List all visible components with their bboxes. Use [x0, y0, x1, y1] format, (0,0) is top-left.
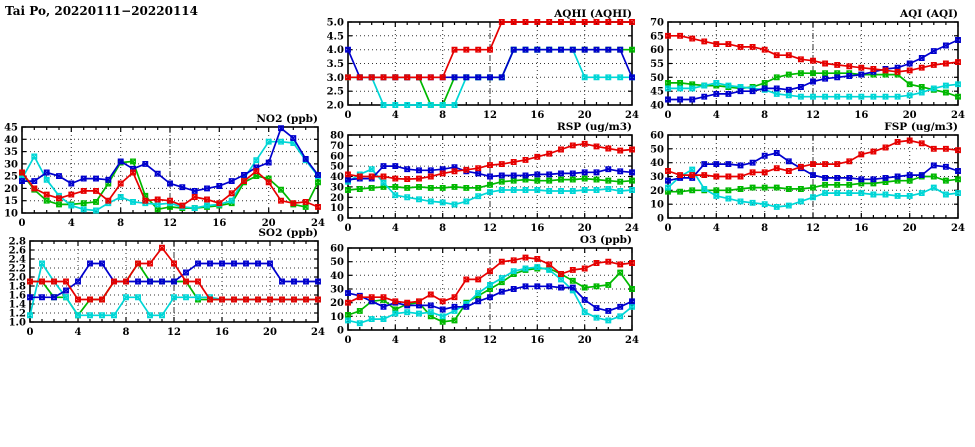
rsp-xtick-label: 16	[530, 223, 545, 234]
so2-xtick-label: 20	[263, 327, 277, 338]
so2-chart-title: SO2 (ppb)	[258, 227, 318, 239]
so2-ytick-label: 1.0	[8, 317, 26, 329]
fsp-xtick-label: 0	[664, 223, 672, 234]
aqi-chart	[650, 18, 965, 122]
o3-xtick-label: 4	[391, 335, 399, 346]
no2-ytick-label: 35	[4, 147, 18, 159]
fsp-xtick-label: 12	[806, 223, 820, 234]
no2-xtick-label: 0	[18, 218, 26, 229]
fsp-chart	[650, 131, 965, 235]
o3-chart-title: O3 (ppb)	[579, 234, 632, 246]
rsp-chart-title: RSP (ug/m3)	[556, 121, 632, 133]
so2-xtick-label: 24	[311, 327, 325, 338]
fsp-ytick-label: 0	[657, 213, 664, 225]
aqi-ytick-label: 65	[650, 31, 664, 43]
aqhi-ytick-label: 4.5	[326, 31, 344, 43]
aqhi-xtick-label: 24	[625, 110, 639, 121]
o3-ytick-label: 30	[330, 284, 344, 296]
fsp-xtick-label: 8	[761, 223, 769, 234]
fsp-ytick-label: 50	[650, 144, 664, 156]
aqhi-xtick-label: 12	[483, 110, 497, 121]
aqi-xtick-label: 24	[951, 110, 965, 121]
no2-xtick-label: 4	[67, 218, 75, 229]
fsp-ytick-label: 10	[650, 199, 664, 211]
no2-xtick-label: 16	[212, 218, 227, 229]
rsp-ytick-label: 40	[330, 172, 344, 183]
rsp-ytick-label: 80	[330, 130, 344, 142]
so2-xtick-label: 16	[215, 327, 229, 338]
no2-ytick-label: 45	[4, 122, 18, 134]
rsp-ytick-label: 50	[330, 161, 344, 173]
aqi-ytick-label: 55	[650, 59, 664, 70]
aqi-ytick-label: 45	[650, 86, 664, 98]
no2-ytick-label: 30	[4, 159, 18, 171]
aqhi-ytick-label: 2.0	[326, 100, 344, 112]
rsp-xtick-label: 20	[577, 223, 592, 234]
no2-ytick-label: 25	[4, 171, 18, 183]
aqhi-xtick-label: 0	[344, 110, 352, 121]
aqi-ytick-label: 40	[650, 100, 664, 112]
rsp-ytick-label: 20	[330, 192, 344, 204]
aqhi-ytick-label: 5.0	[326, 17, 344, 29]
aqi-ytick-label: 50	[650, 72, 664, 84]
aqhi-ytick-label: 3.5	[326, 59, 344, 70]
aqhi-xtick-label: 20	[577, 110, 592, 121]
so2-xtick-label: 4	[74, 327, 82, 338]
no2-xtick-label: 8	[117, 218, 125, 229]
so2-chart	[9, 237, 325, 339]
fsp-ytick-label: 20	[650, 185, 664, 197]
aqi-xtick-label: 8	[761, 110, 769, 121]
no2-xtick-label: 24	[311, 218, 325, 229]
fsp-ytick-label: 30	[650, 172, 664, 183]
rsp-xtick-label: 4	[391, 223, 399, 234]
aqi-ytick-label: 60	[650, 45, 664, 57]
aqi-xtick-label: 16	[854, 110, 869, 121]
aqi-xtick-label: 4	[712, 110, 720, 121]
no2-ytick-label: 10	[4, 208, 18, 220]
fsp-xtick-label: 16	[854, 223, 869, 234]
aqi-xtick-label: 0	[664, 110, 672, 121]
aqi-xtick-label: 20	[902, 110, 917, 121]
no2-chart	[4, 123, 325, 230]
no2-ytick-label: 15	[4, 196, 18, 208]
rsp-chart	[330, 131, 639, 235]
aqhi-xtick-label: 16	[530, 110, 545, 121]
so2-xtick-label: 0	[26, 327, 34, 338]
no2-xtick-label: 20	[261, 218, 276, 229]
aqhi-xtick-label: 4	[391, 110, 399, 121]
aqhi-ytick-label: 2.5	[326, 86, 344, 98]
so2-ytick-label: 2.0	[8, 272, 26, 284]
so2-ytick-label: 1.2	[8, 308, 26, 320]
no2-chart-title: NO2 (ppb)	[256, 113, 318, 125]
rsp-ytick-label: 30	[330, 182, 344, 194]
o3-ytick-label: 10	[330, 311, 344, 323]
aqi-xtick-label: 12	[806, 110, 820, 121]
fsp-xtick-label: 24	[951, 223, 965, 234]
o3-ytick-label: 40	[330, 270, 344, 282]
so2-ytick-label: 2.6	[8, 245, 26, 257]
so2-ytick-label: 1.4	[8, 299, 26, 311]
o3-xtick-label: 16	[530, 335, 545, 346]
no2-ytick-label: 40	[4, 134, 18, 146]
aqhi-chart	[327, 18, 639, 122]
aqi-chart-title: AQI (AQI)	[899, 8, 958, 20]
aqhi-chart-title: AQHI (AQHI)	[554, 8, 632, 20]
o3-ytick-label: 60	[330, 243, 344, 255]
o3-xtick-label: 0	[344, 335, 352, 346]
aqi-ytick-label: 70	[650, 17, 664, 29]
o3-xtick-label: 20	[577, 335, 592, 346]
fsp-chart-title: FSP (ug/m3)	[884, 121, 958, 133]
o3-chart	[330, 244, 639, 347]
rsp-xtick-label: 24	[625, 223, 639, 234]
no2-ytick-label: 20	[4, 183, 18, 195]
rsp-ytick-label: 70	[330, 140, 344, 152]
no2-xtick-label: 12	[163, 218, 177, 229]
o3-xtick-label: 12	[483, 335, 497, 346]
o3-ytick-label: 50	[330, 257, 344, 269]
fsp-ytick-label: 40	[650, 158, 664, 170]
so2-ytick-label: 2.2	[8, 263, 26, 275]
o3-xtick-label: 24	[625, 335, 639, 346]
so2-ytick-label: 2.4	[8, 254, 26, 266]
o3-ytick-label: 0	[337, 325, 344, 337]
so2-xtick-label: 8	[122, 327, 130, 338]
fsp-ytick-label: 60	[650, 130, 664, 142]
so2-ytick-label: 1.6	[8, 290, 26, 302]
rsp-xtick-label: 12	[483, 223, 497, 234]
o3-ytick-label: 20	[330, 298, 344, 310]
page-title: Tai Po, 20220111−20220114	[5, 4, 199, 18]
rsp-ytick-label: 0	[337, 213, 344, 225]
aqhi-ytick-label: 3.0	[326, 72, 344, 84]
aqhi-xtick-label: 8	[439, 110, 447, 121]
so2-ytick-label: 1.8	[8, 281, 26, 293]
fsp-xtick-label: 4	[712, 223, 720, 234]
rsp-ytick-label: 10	[330, 203, 344, 215]
aqhi-ytick-label: 4.0	[326, 45, 344, 57]
o3-xtick-label: 8	[439, 335, 447, 346]
so2-xtick-label: 12	[167, 327, 181, 338]
fsp-xtick-label: 20	[902, 223, 917, 234]
rsp-xtick-label: 8	[439, 223, 447, 234]
rsp-ytick-label: 60	[330, 151, 344, 163]
rsp-xtick-label: 0	[344, 223, 352, 234]
so2-ytick-label: 2.8	[8, 236, 26, 248]
